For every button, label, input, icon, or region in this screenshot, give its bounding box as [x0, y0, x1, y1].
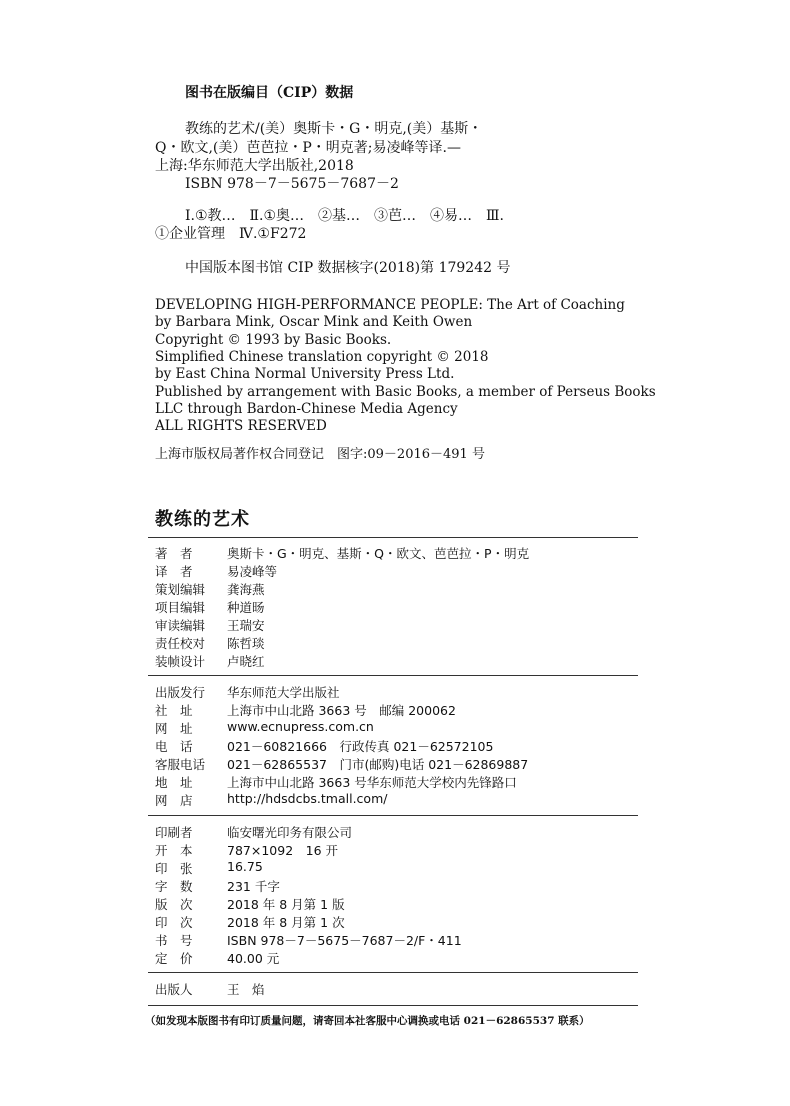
- copyright-registration: 上海市版权局著作权合同登记 图字:09－2016－491 号: [155, 447, 485, 462]
- english-line: Copyright © 1993 by Basic Books.: [155, 332, 392, 348]
- cip-line-3: 上海:华东师范大学出版社,2018: [155, 158, 354, 174]
- spec-row: [155, 841, 338, 859]
- spec-value: 16.75: [227, 859, 263, 874]
- spec-row: [155, 931, 462, 949]
- divider: [148, 537, 638, 538]
- spec-label: 印刷者: [155, 825, 193, 840]
- spec-label: 字 数: [155, 879, 193, 894]
- divider: [148, 675, 638, 676]
- spec-value: 40.00 元: [227, 951, 280, 966]
- credit-label: 译 者: [155, 564, 193, 579]
- publisher-row: [155, 701, 456, 719]
- credit-value: 奥斯卡・G・明克、基斯・Q・欧文、芭芭拉・P・明克: [227, 546, 530, 561]
- publisher-person-row: [155, 980, 265, 998]
- spec-row: [155, 877, 280, 895]
- book-title: 教练的艺术: [155, 509, 250, 530]
- publisher-label: 网 店: [155, 793, 193, 808]
- english-line: Simplified Chinese translation copyright © 2018: [155, 349, 489, 365]
- publisher-label: 电 话: [155, 739, 193, 754]
- spec-label: 定 价: [155, 951, 193, 966]
- spec-label: 印 次: [155, 915, 193, 930]
- publisher-row: [155, 791, 387, 809]
- publisher-value: 021－62865537 门市(邮购)电话 021－62869887: [227, 757, 529, 772]
- credit-row: [155, 634, 265, 652]
- online-store-link[interactable]: http://hdsdcbs.tmall.com/: [227, 791, 388, 806]
- english-line: ALL RIGHTS RESERVED: [155, 418, 327, 434]
- credit-value: 陈哲琰: [227, 636, 265, 651]
- spec-value: 2018 年 8 月第 1 版: [227, 897, 345, 912]
- cip-isbn: ISBN 978－7－5675－7687－2: [185, 176, 399, 192]
- credit-label: 著 者: [155, 546, 193, 561]
- english-line: DEVELOPING HIGH-PERFORMANCE PEOPLE: The Art of Coaching: [155, 297, 625, 313]
- divider: [148, 1005, 638, 1006]
- credit-row: [155, 544, 529, 562]
- publisher-label: 出版发行: [155, 685, 206, 700]
- spec-row: [155, 895, 345, 913]
- cip-classification-2: ①企业管理 Ⅳ.①F272: [155, 226, 307, 242]
- publisher-row: [155, 773, 517, 791]
- spec-row: [155, 949, 279, 967]
- credit-label: 策划编辑: [155, 582, 206, 597]
- spec-value: 2018 年 8 月第 1 次: [227, 915, 345, 930]
- spec-row: [155, 823, 352, 841]
- publisher-row: [155, 755, 528, 773]
- spec-value: 231 千字: [227, 879, 280, 894]
- publisher-row: [155, 683, 340, 701]
- credit-row: [155, 562, 277, 580]
- english-line: by East China Normal University Press Ltd.: [155, 366, 455, 382]
- english-line: Published by arrangement with Basic Books, a member of Perseus Books: [155, 384, 656, 400]
- cip-classification-1: Ⅰ.①教… Ⅱ.①奥… ②基… ③芭… ④易… Ⅲ.: [185, 208, 504, 224]
- credit-label: 审读编辑: [155, 618, 206, 633]
- publisher-value: 华东师范大学出版社: [227, 685, 340, 700]
- cip-line-2: Q・欧文,(美）芭芭拉・P・明克著;易凌峰等译.—: [155, 140, 461, 156]
- publisher-row: [155, 737, 493, 755]
- divider: [148, 815, 638, 816]
- cip-line-1: 教练的艺术/(美）奥斯卡・G・明克,(美）基斯・: [185, 121, 483, 137]
- credit-row: [155, 652, 265, 670]
- credit-value: 易凌峰等: [227, 564, 278, 579]
- credit-value: 王瑞安: [227, 618, 265, 633]
- publisher-label: 地 址: [155, 775, 193, 790]
- publisher-row: [155, 719, 374, 737]
- credit-label: 项目编辑: [155, 600, 206, 615]
- spec-value: 临安曙光印务有限公司: [227, 825, 353, 840]
- spec-label: 书 号: [155, 933, 193, 948]
- english-line: by Barbara Mink, Oscar Mink and Keith Owen: [155, 314, 473, 330]
- publisher-website[interactable]: www.ecnupress.com.cn: [227, 719, 374, 734]
- spec-label: 印 张: [155, 861, 193, 876]
- english-line: LLC through Bardon-Chinese Media Agency: [155, 401, 458, 417]
- publisher-label: 网 址: [155, 721, 193, 736]
- credit-value: 卢晓红: [227, 654, 265, 669]
- publisher-label: 社 址: [155, 703, 193, 718]
- credit-value: 种道旸: [227, 600, 265, 615]
- spec-row: [155, 859, 263, 877]
- spec-label: 版 次: [155, 897, 193, 912]
- credit-row: [155, 598, 265, 616]
- publisher-value: 上海市中山北路 3663 号 邮编 200062: [227, 703, 456, 718]
- divider: [148, 972, 638, 973]
- credit-label: 装帧设计: [155, 654, 206, 669]
- cip-verification: 中国版本图书馆 CIP 数据核字(2018)第 179242 号: [185, 260, 511, 276]
- spec-value: ISBN 978－7－5675－7687－2/F・411: [227, 933, 462, 948]
- credit-row: [155, 580, 265, 598]
- publisher-person-value: 王 焰: [227, 982, 265, 997]
- credit-row: [155, 616, 265, 634]
- footer-note: （如发现本版图书有印订质量问题，请寄回本社客服中心调换或电话 021－62865537 联系）: [145, 1015, 590, 1027]
- publisher-value: 021－60821666 行政传真 021－62572105: [227, 739, 494, 754]
- credit-value: 龚海燕: [227, 582, 265, 597]
- publisher-person-label: 出版人: [155, 982, 193, 997]
- spec-row: [155, 913, 345, 931]
- spec-value: 787×1092 16 开: [227, 843, 339, 858]
- publisher-label: 客服电话: [155, 757, 206, 772]
- cip-title: 图书在版编目（CIP）数据: [185, 85, 354, 101]
- credit-label: 责任校对: [155, 636, 206, 651]
- publisher-value: 上海市中山北路 3663 号华东师范大学校内先锋路口: [227, 775, 517, 790]
- spec-label: 开 本: [155, 843, 193, 858]
